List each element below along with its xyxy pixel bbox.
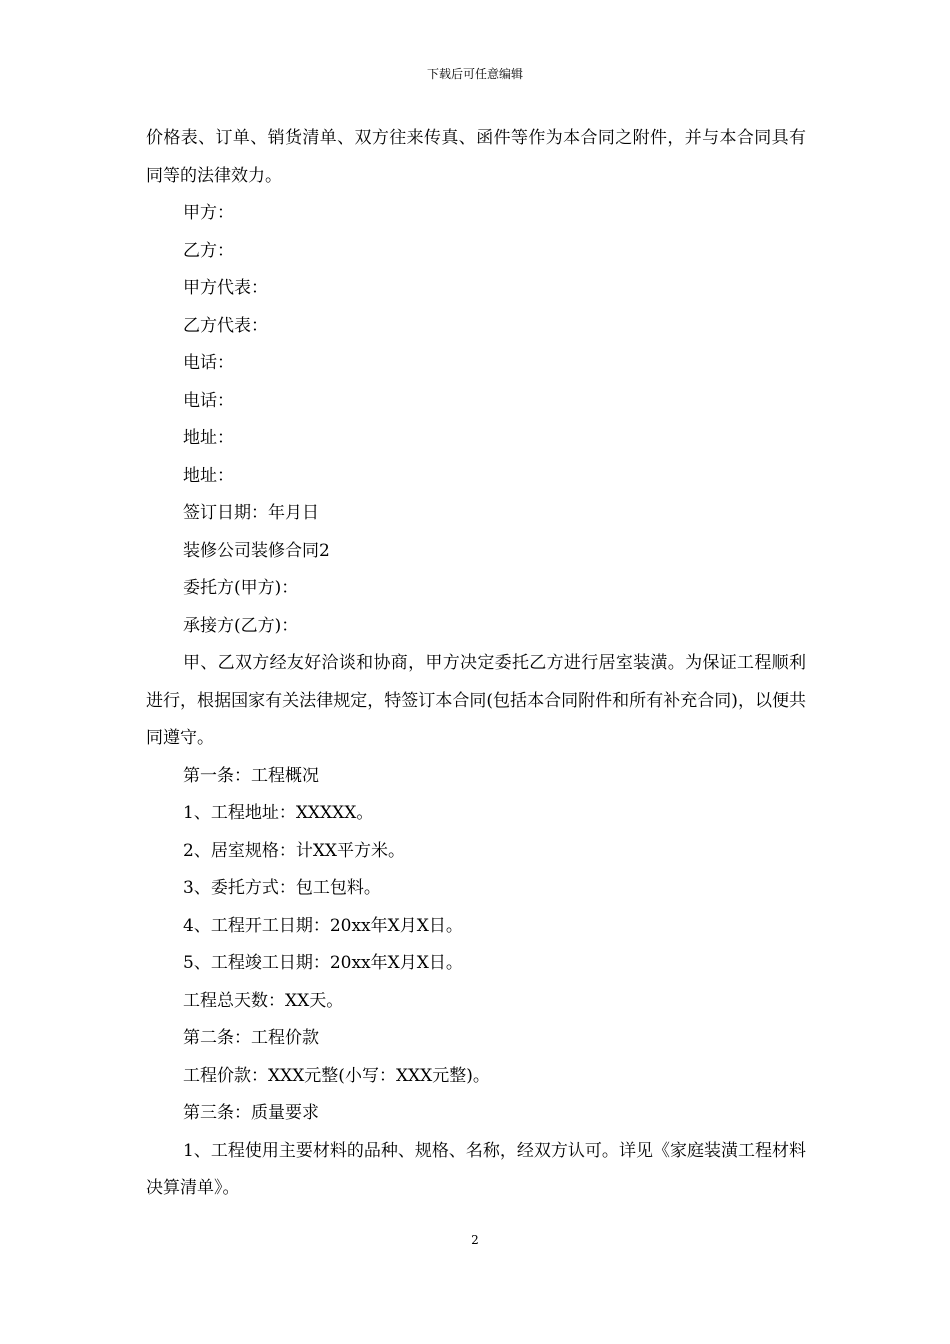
article-1-item-2: 2、居室规格：计XX平方米。 [183, 840, 406, 861]
party-b-line: 乙方： [183, 240, 234, 261]
address-line-b: 地址： [183, 465, 234, 486]
party-a-line: 甲方： [183, 203, 234, 223]
price-line: 工程价款：XXX元整(小写：XXX元整)。 [183, 1065, 490, 1086]
article-1-item-3: 3、委托方式：包工包料。 [183, 878, 381, 898]
phone-line-a: 电话： [183, 353, 234, 373]
total-days-line: 工程总天数：XX天。 [183, 990, 344, 1011]
contractor-party-line: 承接方(乙方)： [183, 615, 299, 636]
page-header: 下载后可任意编辑 [426, 67, 523, 81]
article-1-item-4: 4、工程开工日期：20xx年X月X日。 [183, 915, 463, 936]
contract-2-title: 装修公司装修合同2 [183, 540, 330, 561]
document-body [146, 120, 806, 1208]
paragraph-preamble: 甲、乙双方经友好洽谈和协商，甲方决定委托乙方进行居室装潢。为保证工程顺利进行，根据国家有关法律规定，特签订本合同(包括本合同附件和所有补充合同)，以便共同遵守。 [146, 653, 806, 748]
party-a-representative-line: 甲方代表： [183, 278, 268, 298]
paragraph-attachments-clause: 价格表、订单、销货清单、双方往来传真、函件等作为本合同之附件，并与本合同具有同等的法律效力。 [146, 128, 806, 186]
article-1-heading: 第一条：工程概况 [183, 765, 319, 786]
article-3-item-1: 1、工程使用主要材料的品种、规格、名称，经双方认可。详见《家庭装潢工程材料决算清单》。 [146, 1140, 806, 1198]
client-party-line: 委托方(甲方)： [183, 578, 299, 598]
address-line-a: 地址： [183, 428, 234, 448]
article-1-item-1: 1、工程地址：XXXXX。 [183, 803, 374, 823]
signing-date-line: 签订日期：年月日 [183, 503, 319, 523]
page-number: 2 [471, 1233, 479, 1247]
article-3-heading: 第三条：质量要求 [183, 1103, 319, 1123]
phone-line-b: 电话： [183, 390, 234, 411]
article-1-item-5: 5、工程竣工日期：20xx年X月X日。 [183, 953, 463, 973]
party-b-representative-line: 乙方代表： [183, 315, 268, 336]
article-2-heading: 第二条：工程价款 [183, 1028, 319, 1048]
